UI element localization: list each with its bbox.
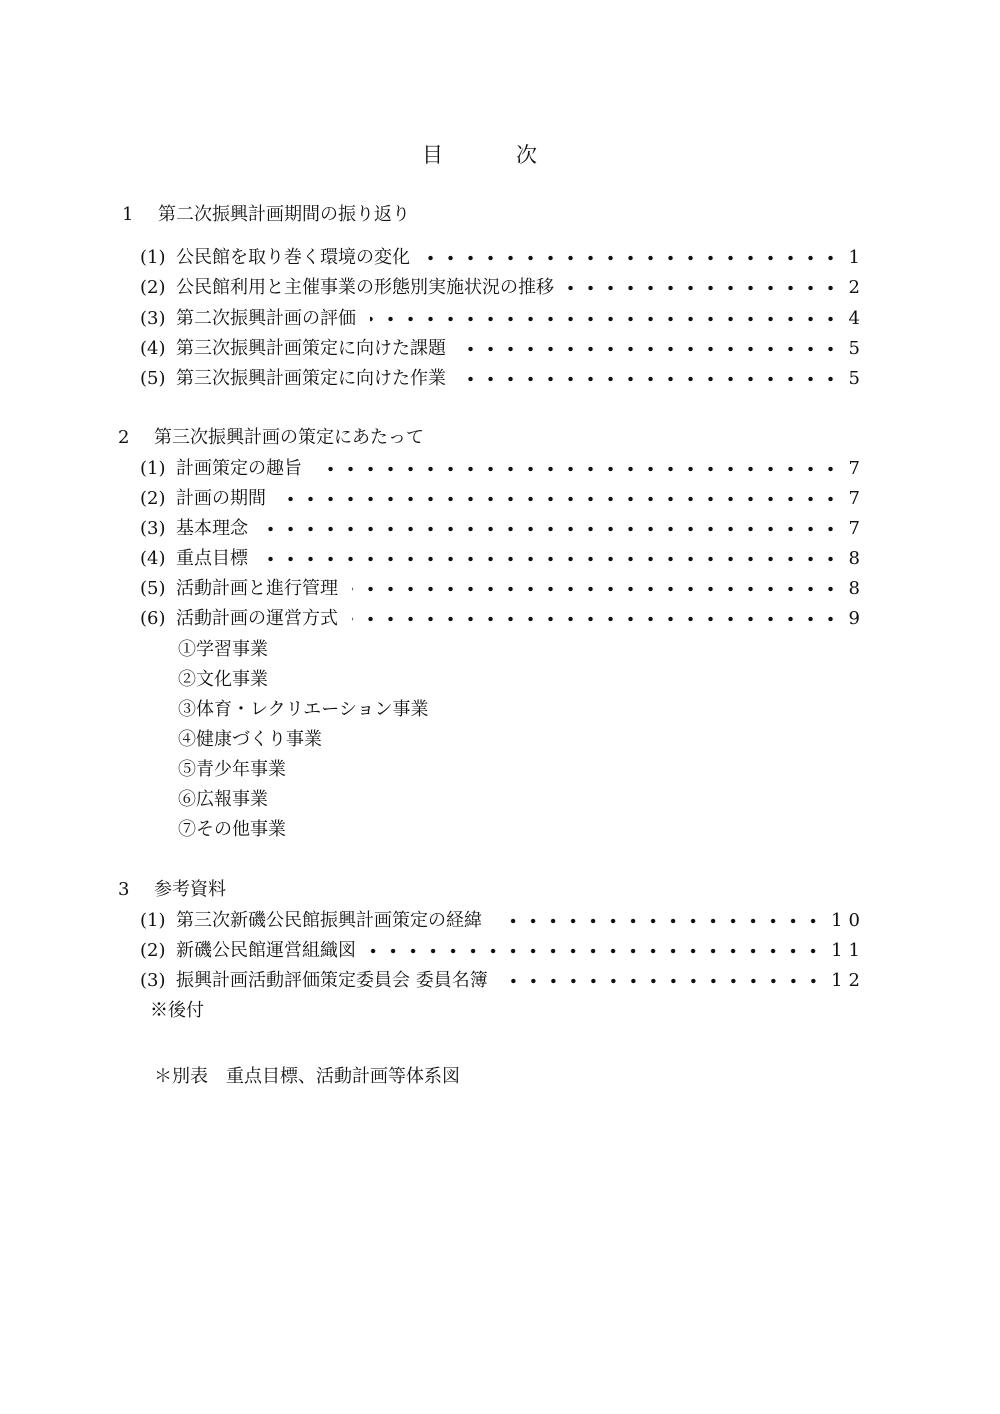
entry-page-number: 7 xyxy=(848,488,866,509)
entry-number: (4) xyxy=(140,548,166,569)
entry-number: (3) xyxy=(140,970,166,991)
subitem[interactable]: ②文化事業 xyxy=(178,669,268,690)
toc-entry[interactable] xyxy=(140,516,866,542)
entry-label: 重点目標 xyxy=(176,548,248,569)
toc-entry[interactable] xyxy=(140,606,866,632)
leader-dots xyxy=(352,606,841,632)
entry-label: 第三次振興計画策定に向けた作業 xyxy=(176,368,446,389)
entry-number: (3) xyxy=(140,308,166,329)
toc-entry[interactable] xyxy=(140,908,866,934)
entry-label: 新磯公民館運営組織図 xyxy=(176,940,356,961)
section-title: 第三次振興計画の策定にあたって xyxy=(154,427,424,448)
entry-number: (5) xyxy=(140,368,166,389)
entry-number: (3) xyxy=(140,518,166,539)
entry-page-number: 12 xyxy=(831,970,866,991)
entry-label: 振興計画活動評価策定委員会 委員名簿 xyxy=(176,970,488,991)
entry-label: 活動計画の運営方式 xyxy=(176,608,338,629)
section-title: 参考資料 xyxy=(154,879,226,900)
leader-dots xyxy=(502,968,823,994)
entry-page-number: 7 xyxy=(848,518,866,539)
entry-page-number: 4 xyxy=(848,308,866,329)
entry-page-number: 10 xyxy=(831,910,866,931)
leader-dots xyxy=(262,546,841,572)
toc-entry[interactable] xyxy=(140,968,866,994)
entry-label: 基本理念 xyxy=(176,518,248,539)
page-title xyxy=(0,138,1000,172)
entry-page-number: 1 xyxy=(848,247,866,268)
subitem[interactable]: ①学習事業 xyxy=(178,639,268,660)
entry-label: 計画策定の趣旨 xyxy=(176,458,302,479)
entry-page-number: 7 xyxy=(848,458,866,479)
toc-entry[interactable] xyxy=(140,245,866,271)
entry-page-number: 8 xyxy=(848,578,866,599)
entry-page-number: 11 xyxy=(831,940,866,961)
entry-label: 計画の期間 xyxy=(176,488,266,509)
entry-label: 公民館利用と主催事業の形態別実施状況の推移 xyxy=(176,277,554,298)
entry-number: (2) xyxy=(140,940,166,961)
leader-dots xyxy=(316,456,841,482)
entry-label: 第二次振興計画の評価 xyxy=(176,308,356,329)
entry-page-number: 9 xyxy=(848,608,866,629)
leader-dots xyxy=(496,908,823,934)
subitem[interactable]: ⑦その他事業 xyxy=(178,819,286,840)
leader-dots xyxy=(460,336,841,362)
subitem[interactable]: ④健康づくり事業 xyxy=(178,729,322,750)
entry-label: 第三次新磯公民館振興計画策定の経緯 xyxy=(176,910,482,931)
appendix-note: ※後付 xyxy=(150,1000,204,1021)
toc-entry[interactable] xyxy=(140,336,866,362)
leader-dots xyxy=(568,275,841,301)
entry-number: (6) xyxy=(140,608,166,629)
title-char-1: 目 xyxy=(422,143,443,167)
entry-number: (1) xyxy=(140,910,166,931)
toc-entry[interactable] xyxy=(140,938,866,964)
entry-page-number: 2 xyxy=(848,277,866,298)
entry-page-number: 8 xyxy=(848,548,866,569)
toc-entry[interactable] xyxy=(140,366,866,392)
entry-label: 活動計画と進行管理 xyxy=(176,578,338,599)
entry-number: (1) xyxy=(140,458,166,479)
entry-number: (2) xyxy=(140,488,166,509)
leader-dots xyxy=(370,938,823,964)
entry-page-number: 5 xyxy=(848,368,866,389)
entry-page-number: 5 xyxy=(848,338,866,359)
subitem[interactable]: ⑤青少年事業 xyxy=(178,759,286,780)
entry-number: (2) xyxy=(140,277,166,298)
entry-label: 公民館を取り巻く環境の変化 xyxy=(176,247,410,268)
toc-entry[interactable] xyxy=(140,546,866,572)
leader-dots xyxy=(424,245,841,271)
toc-entry[interactable] xyxy=(140,306,866,332)
section-number: 1 xyxy=(122,204,134,225)
entry-label: 第三次振興計画策定に向けた課題 xyxy=(176,338,446,359)
leader-dots xyxy=(370,306,841,332)
section-number: 2 xyxy=(118,427,130,448)
entry-number: (4) xyxy=(140,338,166,359)
section-title: 第二次振興計画期間の振り返り xyxy=(158,204,410,225)
toc-entry[interactable] xyxy=(140,486,866,512)
entry-number: (5) xyxy=(140,578,166,599)
leader-dots xyxy=(280,486,841,512)
toc-entry[interactable] xyxy=(140,576,866,602)
subitem[interactable]: ③体育・レクリエーション事業 xyxy=(178,699,429,720)
leader-dots xyxy=(460,366,841,392)
title-char-2: 次 xyxy=(516,143,537,167)
section-number: 3 xyxy=(118,879,130,900)
toc-entry[interactable] xyxy=(140,275,866,301)
subitem[interactable]: ⑥広報事業 xyxy=(178,789,268,810)
toc-entry[interactable] xyxy=(140,456,866,482)
leader-dots xyxy=(262,516,841,542)
separate-table-note: ＊別表 重点目標、活動計画等体系図 xyxy=(154,1066,460,1087)
leader-dots xyxy=(352,576,841,602)
entry-number: (1) xyxy=(140,247,166,268)
